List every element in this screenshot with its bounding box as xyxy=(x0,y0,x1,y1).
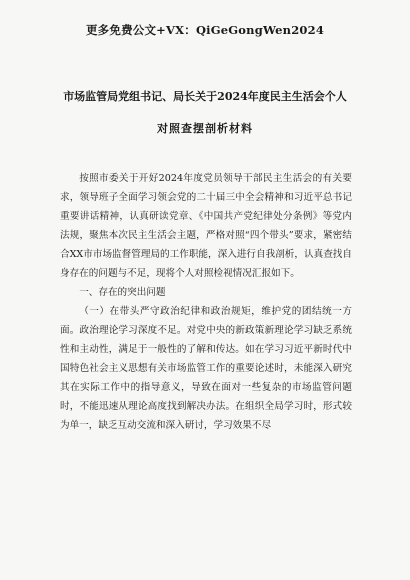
section-heading: 一、存在的突出问题 xyxy=(79,287,166,298)
watermark-text: 更多免费公文+VX：QiGeGongWen2024 xyxy=(85,23,325,37)
title-line-1: 市场监管局党组书记、局长关于2024年度民主生活会个人 xyxy=(63,90,347,103)
document-body xyxy=(60,169,352,435)
intro-paragraph: 按照市委关于开好2024年度党员领导干部民主生活会的有关要求，领导班子全面学习领会党的二十届三中全会精神和习近平总书记重要讲话精神，认真研读党章、《中国共产党纪律处分条例》等党内法规，聚焦本次民主生活会主题，严格对照“四个带头”要求，紧密结合XX市市场监督管理局的工作职能，深入进行自我剖析，认真查找自身存在的问题与不足，现将个人对照检视情况汇报如下。 xyxy=(60,173,352,279)
subsection-paragraph: （一）在带头严守政治纪律和政治规矩，维护党的团结统一方面。政治理论学习深度不足。对党中央的新政策新理论学习缺乏系统性和主动性，满足于一般性的了解和传达。如在学习习近平新时代中国特色社会主义思想有关市场监管工作的重要论述时，未能深入研究其在实际工作中的指导意义，导致在面对一些复杂的市场监管问题时，不能迅速从理论高度找到解决办法。在组织全局学习时，形式较为单一，缺乏互动交流和深入研讨，学习效果不尽 xyxy=(60,306,352,431)
title-line-2: 对照查摆剖析材料 xyxy=(157,122,253,135)
